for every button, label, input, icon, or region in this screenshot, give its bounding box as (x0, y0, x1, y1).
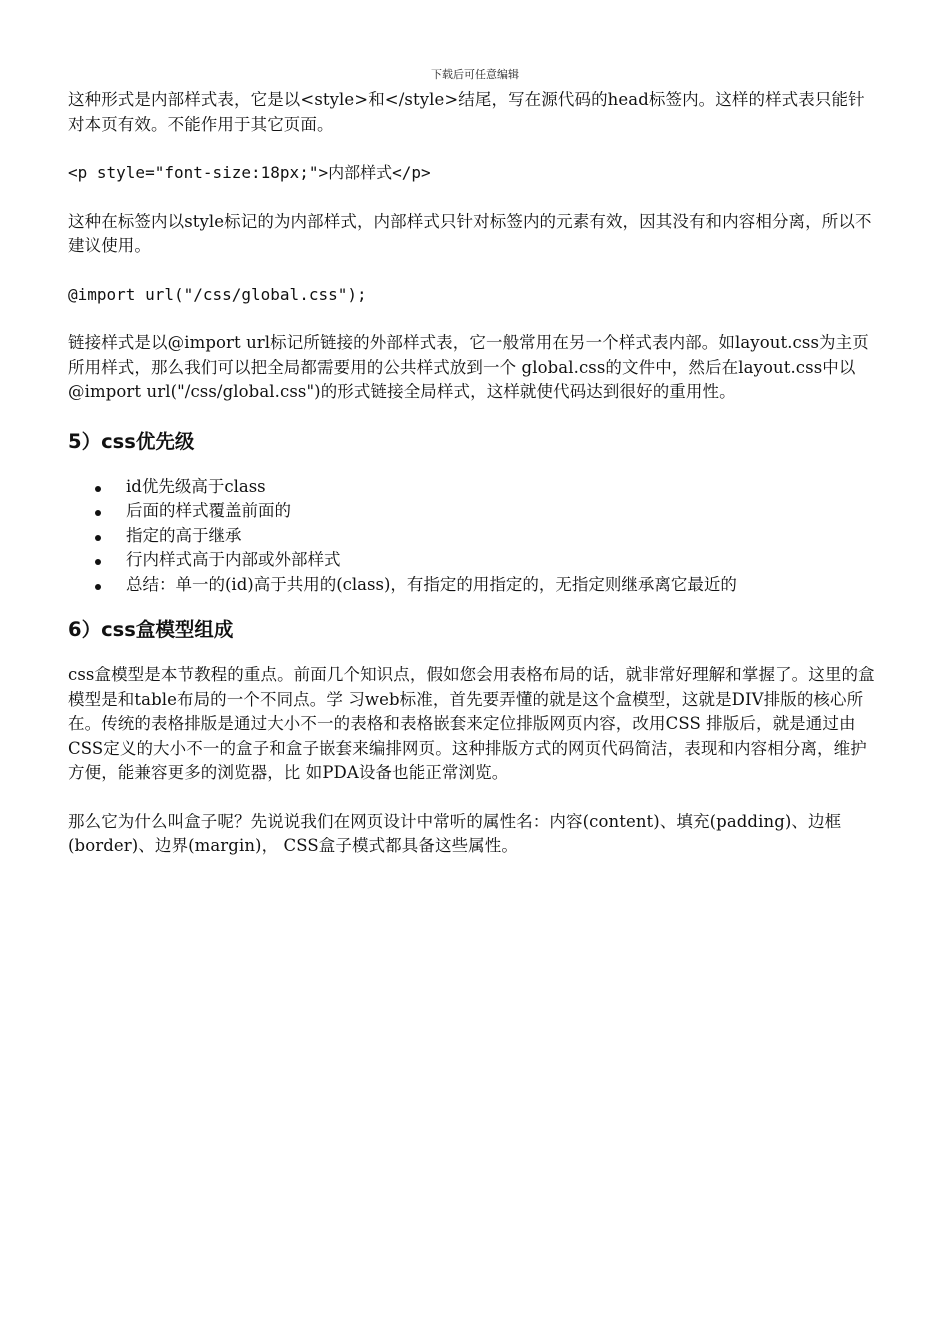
list-item-text: 指定的高于继承 (126, 525, 242, 545)
list-item (126, 475, 876, 500)
section-heading-box-model: 6）css盒模型组成 (68, 618, 234, 641)
code-import-example: @import url("/css/global.css"); (68, 284, 367, 304)
bullet-icon (95, 584, 101, 590)
list-item (126, 524, 876, 549)
list-item-text: 后面的样式覆盖前面的 (126, 501, 291, 520)
list-item-text: 行内样式高于内部或外部样式 (126, 550, 341, 569)
list-item-text: id优先级高于class (126, 476, 266, 496)
bullet-icon (95, 510, 101, 516)
list-item (126, 548, 876, 573)
paragraph-linked-style: 链接样式是以@import url标记所链接的外部样式表，它一般常用在另一个样式表内部。如layout.css为主页所用样式，那么我们可以把全局都需要用的公共样式放到一个 global.css的文件中，然后在layout.css中以@import url("/css/global.css")的形式链接全局样式，这样就使代码达到很好的重用性。 (68, 333, 869, 401)
bullet-icon (95, 486, 101, 492)
list-item (126, 499, 876, 524)
priority-list (68, 475, 876, 598)
code-inline-style-example: <p style="font-size:18px;">内部样式</p> (68, 163, 431, 182)
document-body (68, 88, 876, 883)
section-heading-css-priority: 5）css优先级 (68, 429, 195, 453)
list-item (126, 573, 876, 598)
page-header: 下载后可任意编辑 (431, 68, 519, 81)
paragraph-box-model-properties: 那么它为什么叫盒子呢？先说说我们在网页设计中常听的属性名：内容(content)、填充(padding)、边框(border)、边界(margin)， CSS盒子模式都具备这些属性。 (68, 811, 842, 855)
bullet-icon (95, 535, 101, 541)
list-item-text: 总结：单一的(id)高于共用的(class)，有指定的用指定的，无指定则继承离它最近的 (126, 574, 737, 594)
paragraph-box-model-intro: css盒模型是本节教程的重点。前面几个知识点，假如您会用表格布局的话，就非常好理解和掌握了。这里的盒模型是和table布局的一个不同点。学 习web标准，首先要弄懂的就是这个盒模型，这就是DIV排版的核心所在。传统的表格排版是通过大小不一的表格和表格嵌套来定位排版网页内容，改用CSS 排版后，就是通过由CSS定义的大小不一的盒子和盒子嵌套来编排网页。这种排版方式的网页代码简洁，表现和内容相分离，维护方便，能兼容更多的浏览器，比 如PDA设备也能正常浏览。 (68, 665, 875, 782)
paragraph-inline-style: 这种在标签内以style标记的为内部样式，内部样式只针对标签内的元素有效，因其没有和内容相分离，所以不建议使用。 (68, 211, 872, 255)
bullet-icon (95, 559, 101, 565)
paragraph-internal-stylesheet: 这种形式是内部样式表，它是以<style>和</style>结尾，写在源代码的head标签内。这样的样式表只能针对本页有效。不能作用于其它页面。 (68, 90, 865, 134)
